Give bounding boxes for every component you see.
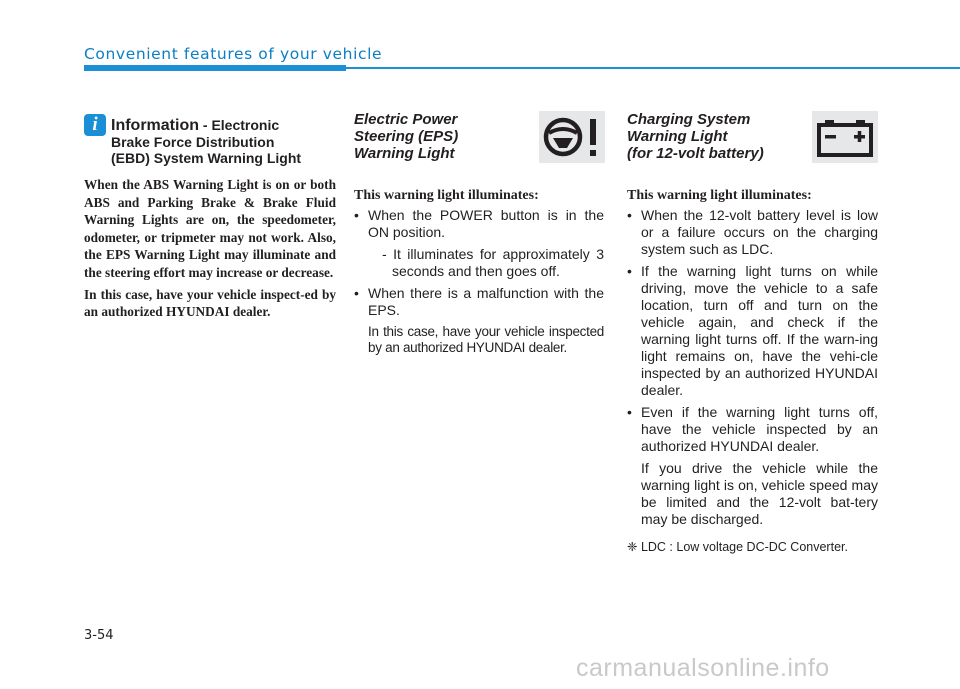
charging-heading-line3: (for 12-volt battery) — [627, 145, 764, 162]
eps-bullet-1-sub: - It illuminates for approximately 3 seconds and then goes off. — [382, 246, 604, 279]
eps-bullet-2: • When there is a malfunction with the EPS. — [354, 285, 604, 319]
eps-heading-line1: Electric Power — [354, 111, 458, 128]
section-header-title: Convenient features of your vehicle — [84, 45, 383, 63]
eps-heading — [354, 111, 534, 162]
information-title-line1: - Electronic — [199, 117, 280, 133]
ldc-footnote: ❈ LDC : Low voltage DC-DC Converter. — [627, 540, 848, 554]
steering-wheel-warning-icon — [539, 111, 605, 163]
information-lead: Information — [111, 117, 199, 134]
info-icon: i — [84, 114, 106, 136]
information-body — [84, 176, 336, 325]
information-paragraph-2: In this case, have your vehicle inspect-ed by an authorized HYUNDAI dealer. — [84, 286, 336, 320]
charging-subheading: This warning light illuminates: — [627, 188, 812, 203]
charging-bullet-2: • If the warning light turns on while driving, move the vehicle to a safe location, turn off and turn on the vehicle again, and check if the warning light turns off. If the warn-ing light remains on, have the vehi-cle inspected by an authorized HYUNDAI dealer. — [627, 263, 878, 399]
information-heading — [111, 117, 341, 166]
charging-bullet-3: • Even if the warning light turns off, have the vehicle inspected by an authorized HYUNDAI dealer. — [627, 404, 878, 455]
eps-bullet-2-paragraph: In this case, have your vehicle inspected by an authorized HYUNDAI dealer. — [368, 324, 604, 355]
eps-heading-line3: Warning Light — [354, 145, 455, 162]
eps-heading-line2: Steering (EPS) — [354, 128, 459, 145]
charging-bullet-3-paragraph: If you drive the vehicle while the warning light is on, vehicle speed may be limited and the 12-volt bat-tery may be discharged. — [641, 460, 878, 527]
watermark: carmanualsonline.info — [576, 654, 830, 682]
page-number: 3-54 — [84, 628, 114, 643]
charging-heading-line1: Charging System — [627, 111, 751, 128]
battery-icon — [812, 111, 878, 163]
eps-bullet-1: • When the POWER button is in the ON position. — [354, 207, 604, 241]
charging-body — [627, 207, 878, 533]
charging-bullet-1: • When the 12-volt battery level is low or a failure occurs on the charging system such as LDC. — [627, 207, 878, 258]
charging-heading — [627, 111, 812, 162]
information-paragraph-1: When the ABS Warning Light is on or both ABS and Parking Brake & Brake Fluid Warning Lights are on, the speedometer, odometer, or tripmeter may not work. Also, the EPS Warning Light may illuminate and the steering effort may increase or decrease. — [84, 177, 336, 280]
charging-heading-line2: Warning Light — [627, 128, 728, 145]
eps-subheading: This warning light illuminates: — [354, 188, 539, 203]
eps-body — [354, 207, 604, 361]
information-title-line3: (EBD) System Warning Light — [111, 150, 302, 166]
header-accent-bar — [84, 65, 346, 71]
information-title-line2: Brake Force Distribution — [111, 134, 275, 150]
